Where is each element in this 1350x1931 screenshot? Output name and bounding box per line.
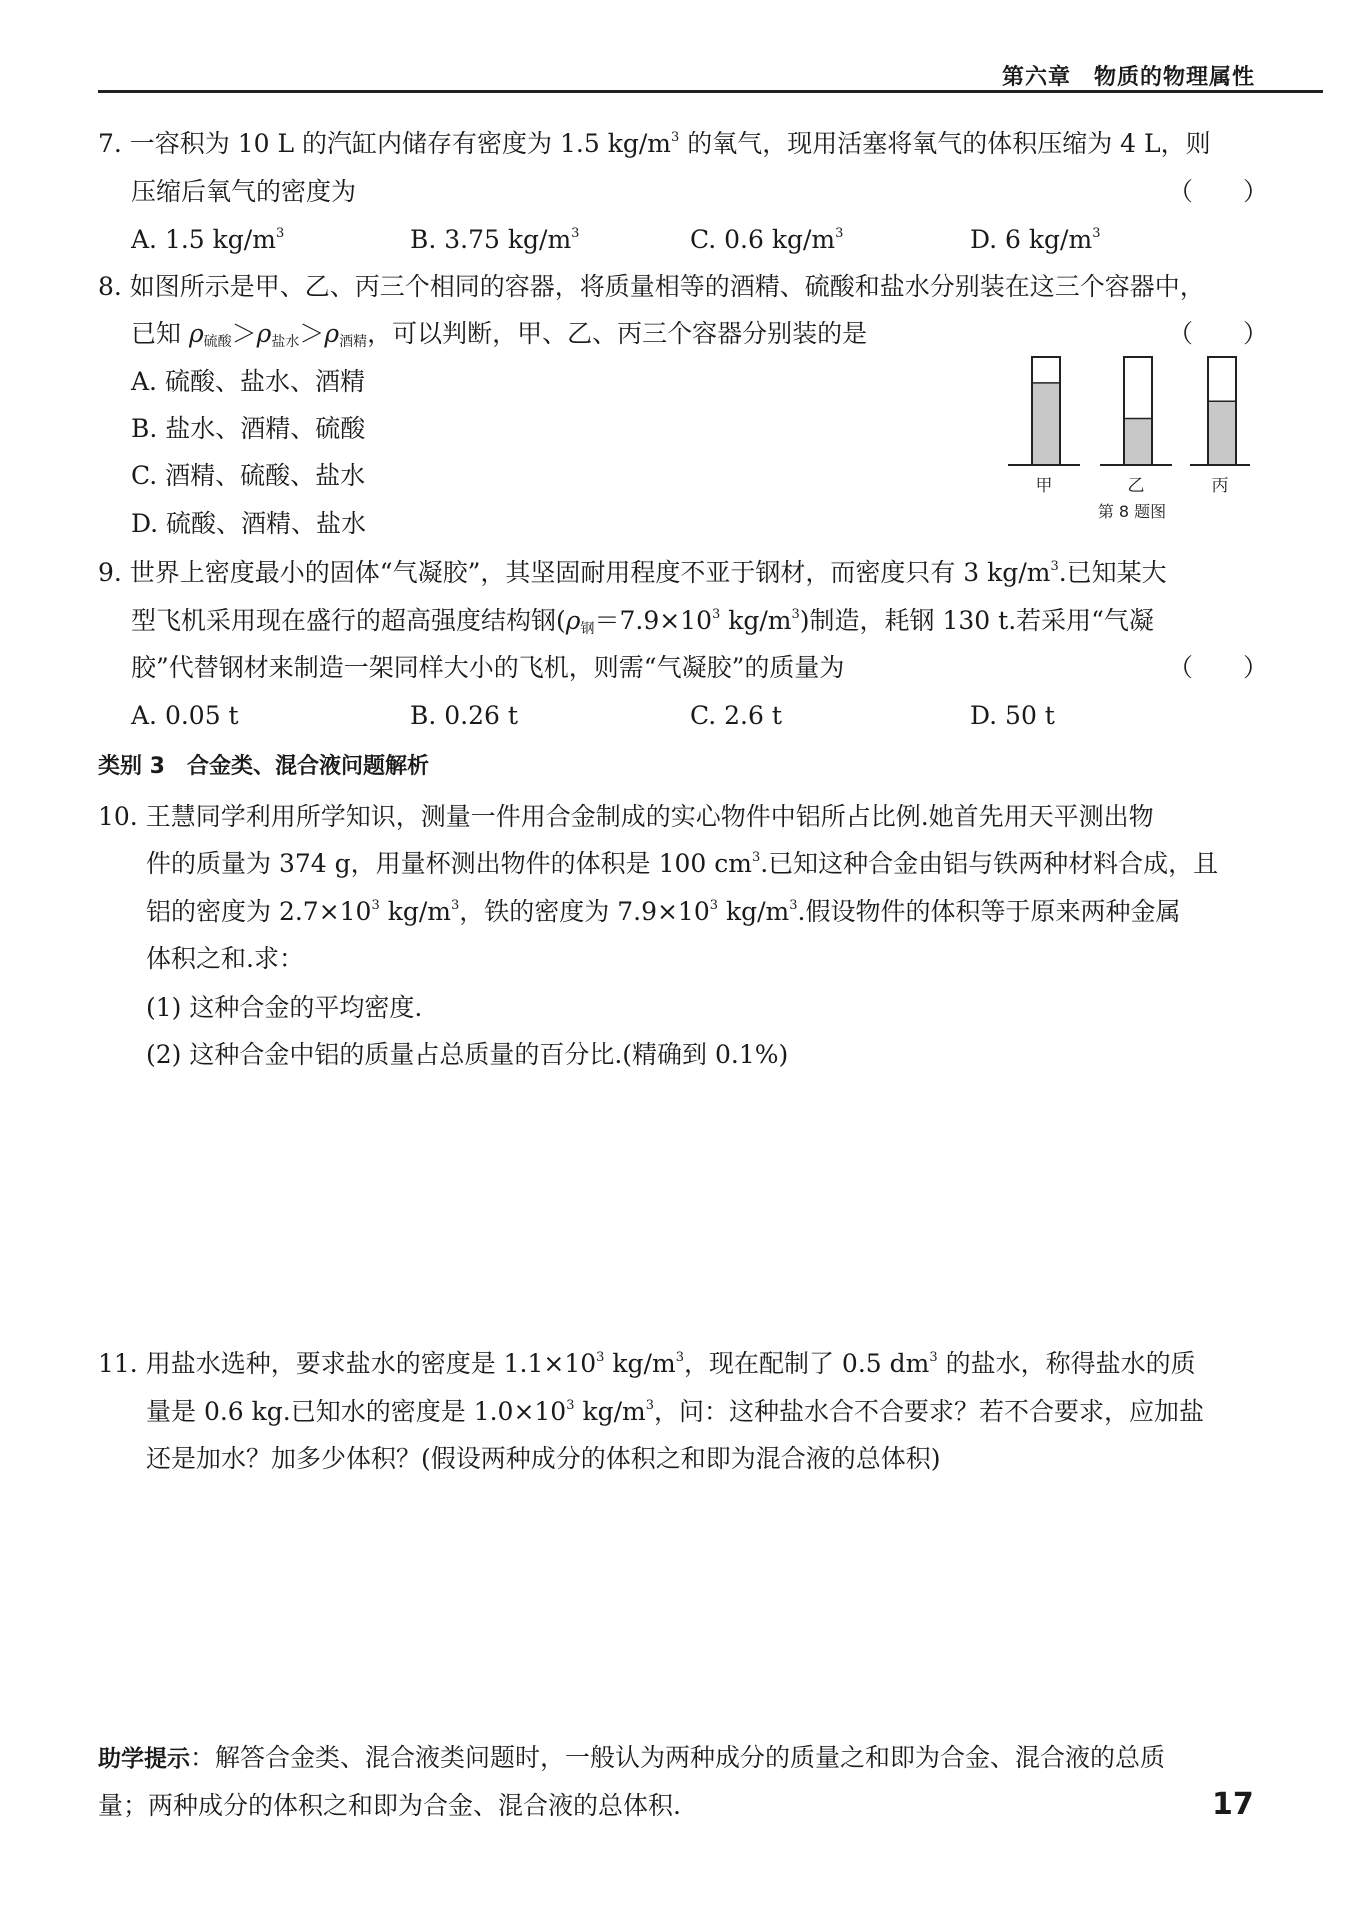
q8-option-b: B. 盐水、酒精、硫酸 [131,414,366,443]
chapter-title: 第六章 物质的物理属性 [1001,65,1255,90]
tip-line2: 量；两种成分的体积之和即为合金、混合液的总体积. [98,1791,681,1820]
q7-option-a: A. 1.5 $kg/m^3$ [131,225,285,254]
q9-answer-paren: （ ） [1168,653,1269,682]
q8-line2: 已知 $\rho_{硫酸}>\rho_{盐水}>\rho_{酒精}$，可以判断，甲、乙、丙三个容器分别装的是 [131,319,868,350]
tip-line1: 助学提示：解答合金类、混合液类问题时，一般认为两种成分的质量之和即为合金、混合液的总质 [98,1743,1166,1772]
page-header [98,64,1323,93]
q10-sub1: (1) 这种合金的平均密度. [146,993,423,1022]
q11-line1: 11. 用盐水选种，要求盐水的密度是 $1.1\times 10^3$ $kg/m^3$，现在配制了 0.5 $dm^3$ 的盐水，称得盐水的质 [98,1349,1196,1378]
q11-line2: 量是 0.6 kg.已知水的密度是 $1.0\times 10^3$ $kg/m^3$，问：这种盐水合不合要求？若不合要求，应加盐 [146,1397,1205,1426]
q9-option-c: C. 2.6 t [690,701,782,730]
liquid-level-1 [1124,419,1152,465]
q8-line1: 8. 如图所示是甲、乙、丙三个相同的容器，将质量相等的酒精、硫酸和盐水分别装在这三个容器中， [98,272,1205,301]
q8-containers-figure [1000,355,1260,535]
q8-answer-paren: （ ） [1168,319,1269,348]
q7-line2: 压缩后氧气的密度为 [131,177,357,206]
liquid-level-2 [1208,401,1236,465]
q9-option-b: B. 0.26 t [410,701,518,730]
q7-option-b: B. 3.75 $kg/m^3$ [410,225,580,254]
q7-option-c: C. 0.6 $kg/m^3$ [690,225,844,254]
section-heading: 类别 3 合金类、混合液问题解析 [98,754,429,779]
q9-line2: 型飞机采用现在盛行的超高强度结构钢($\rho_钢=7.9\times 10^3$ $kg/m^3$)制造，耗钢 130 t.若采用“气凝 [131,606,1154,637]
q7-option-d: D. 6 $kg/m^3$ [970,225,1101,254]
q10-line1: 10. 王慧同学利用所学知识，测量一件用合金制成的实心物件中铝所占比例.她首先用天平测出物 [98,802,1154,831]
q9-line1: 9. 世界上密度最小的固体“气凝胶”，其坚固耐用程度不亚于钢材，而密度只有 3 $kg/m^3$.已知某大 [98,558,1167,587]
q8-option-d: D. 硫酸、酒精、盐水 [131,509,367,538]
q7-line1: 7. 一容积为 10 L 的汽缸内储存有密度为 1.5 $kg/m^3$ 的氧气，现用活塞将氧气的体积压缩为 4 L，则 [98,129,1211,158]
label-bing: 丙 [1211,476,1229,496]
tip-label: 助学提示 [98,1746,190,1772]
q11-line3: 还是加水？加多少体积？(假设两种成分的体积之和即为混合液的总体积) [146,1444,941,1473]
q9-option-a: A. 0.05 t [131,701,239,730]
label-yi: 乙 [1127,476,1145,496]
label-jia: 甲 [1035,476,1053,496]
q10-line4: 体积之和.求： [146,944,304,973]
q9-line3: 胶”代替钢材来制造一架同样大小的飞机，则需“气凝胶”的质量为 [131,653,845,682]
q7-answer-paren: （ ） [1168,177,1269,206]
q8-option-a: A. 硫酸、盐水、酒精 [131,367,365,396]
liquid-level-0 [1032,383,1060,465]
q10-sub2: (2) 这种合金中铝的质量占总质量的百分比.(精确到 0.1%) [146,1040,789,1069]
q8-option-c: C. 酒精、硫酸、盐水 [131,461,366,490]
q9-option-d: D. 50 t [970,701,1055,730]
q10-line3: 铝的密度为 $2.7\times 10^3$ $kg/m^3$，铁的密度为 $7.9\times 10^3$ $kg/m^3$.假设物件的体积等于原来两种金属 [146,897,1181,926]
page-number: 17 [1212,1787,1254,1822]
figure-caption: 第 8 题图 [1097,502,1167,521]
q10-line2: 件的质量为 374 g，用量杯测出物件的体积是 100 $cm^3$.已知这种合金由铝与铁两种材料合成，且 [146,849,1219,878]
